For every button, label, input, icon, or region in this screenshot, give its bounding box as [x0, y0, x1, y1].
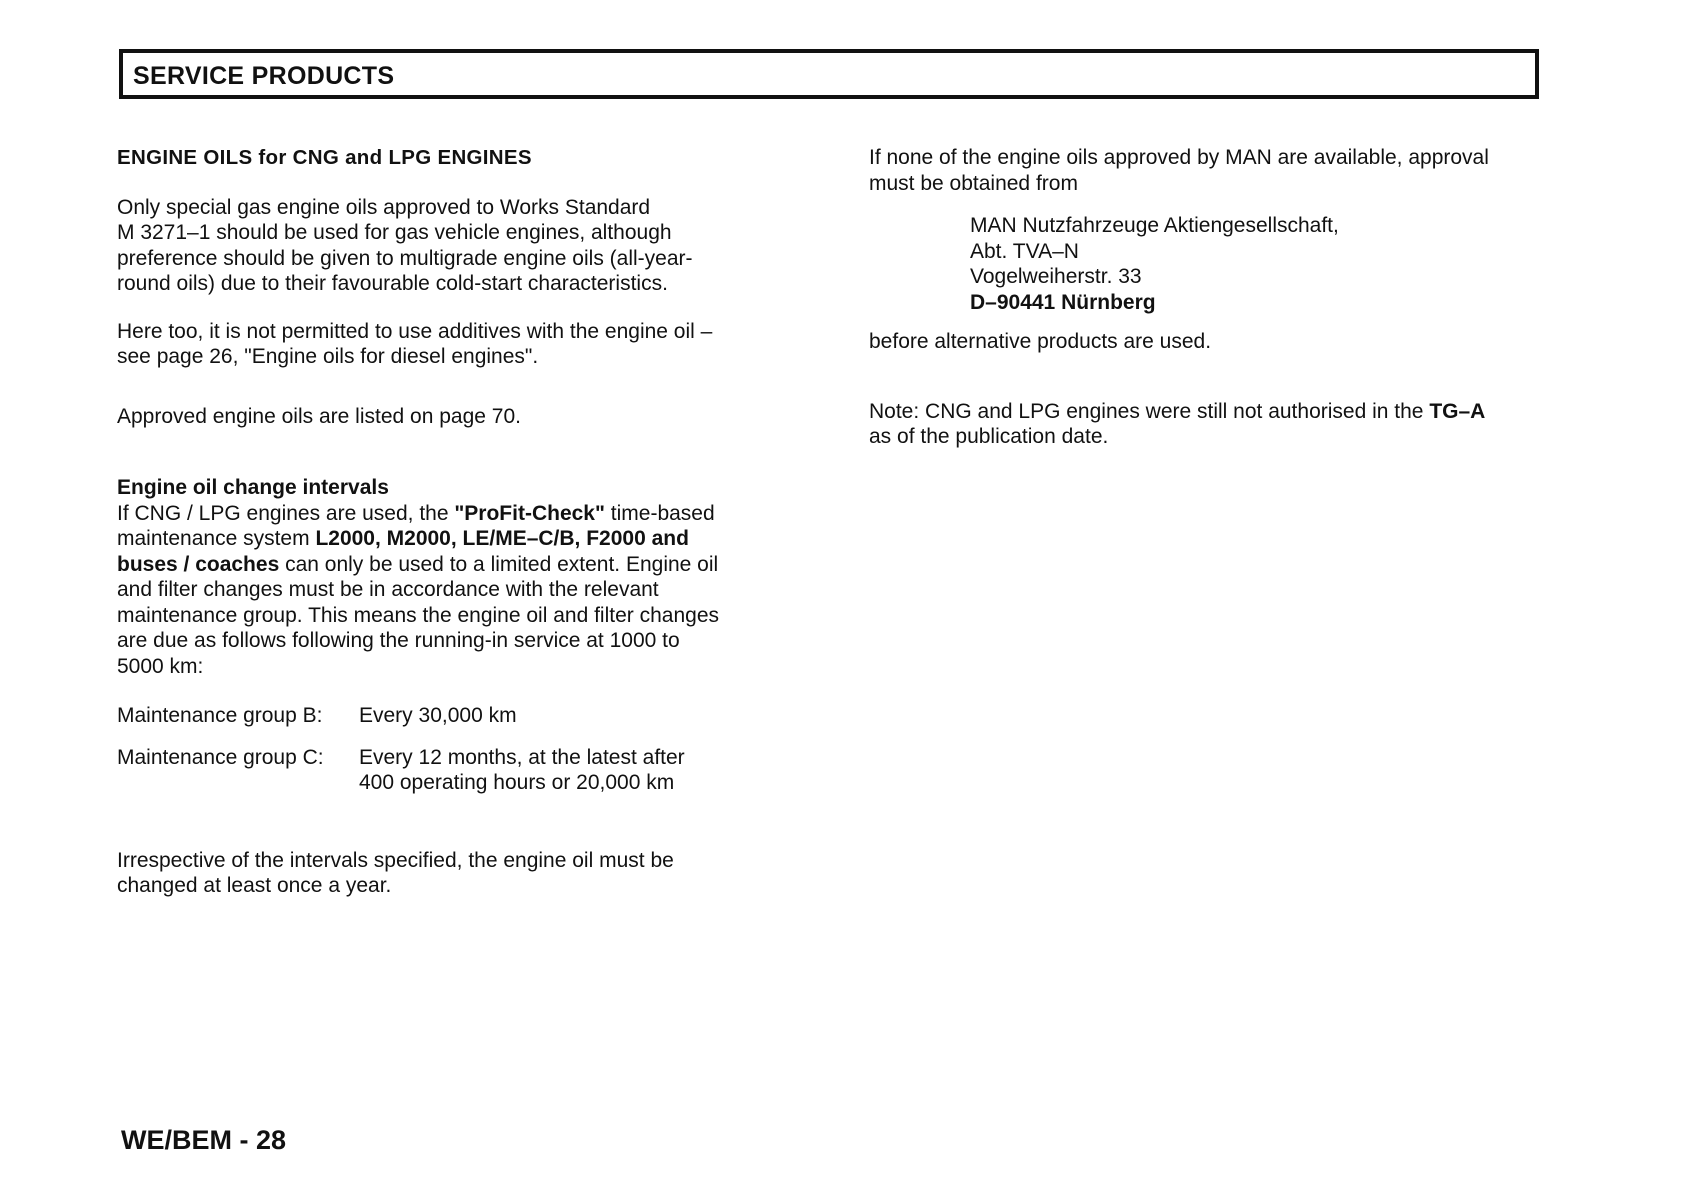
text-line: Every 12 months, at the latest after — [359, 745, 685, 769]
text-line: see page 26, "Engine oils for diesel engines". — [117, 345, 539, 368]
address-department: Abt. TVA–N — [970, 239, 1079, 263]
engine-oils-heading: ENGINE OILS for CNG and LPG ENGINES — [117, 146, 532, 169]
section-header-box — [119, 49, 1539, 99]
before-alternatives-text: before alternative products are used. — [869, 330, 1212, 353]
text-span: maintenance system — [117, 527, 316, 550]
text-line: changed at least once a year. — [117, 874, 392, 897]
man-address — [869, 213, 1549, 315]
maintenance-group-c-row — [117, 745, 797, 796]
text-line: Here too, it is not permitted to use additives with the engine oil – — [117, 319, 713, 343]
approved-oils-reference: Approved engine oils are listed on page 70. — [117, 404, 521, 428]
text-line: Only special gas engine oils approved to Works Standard — [117, 195, 651, 219]
text-line: maintenance group. This means the engine oil and filter changes — [117, 603, 719, 627]
tga-note-paragraph — [869, 399, 1549, 450]
text-span: If CNG / LPG engines are used, the — [117, 501, 455, 525]
text-span: can only be used to a limited extent. Engine oil — [279, 552, 719, 576]
additives-paragraph — [117, 319, 797, 370]
buses-term: buses / coaches — [117, 552, 280, 576]
left-column — [117, 145, 797, 899]
gas-oil-paragraph — [117, 195, 797, 297]
annual-change-paragraph — [117, 848, 797, 899]
profit-check-term: "ProFit-Check" — [454, 501, 605, 525]
text-line: Irrespective of the intervals specified, the engine oil must be — [117, 848, 674, 872]
text-line: as of the publication date. — [869, 425, 1109, 448]
intervals-heading: Engine oil change intervals — [117, 476, 389, 499]
section-title: SERVICE PRODUCTS — [133, 62, 395, 90]
approval-intro-paragraph — [869, 145, 1549, 196]
text-line: 5000 km: — [117, 654, 204, 678]
right-column — [869, 145, 1549, 450]
text-line: are due as follows following the running-in service at 1000 to — [117, 629, 680, 652]
address-company: MAN Nutzfahrzeuge Aktiengesellschaft, — [970, 214, 1339, 237]
page-number: WE/BEM - 28 — [121, 1125, 287, 1155]
address-street: Vogelweiherstr. 33 — [970, 265, 1142, 288]
group-value: Every 30,000 km — [359, 704, 517, 727]
text-span: Note: CNG and LPG engines were still not authorised in the — [869, 399, 1430, 423]
text-line: preference should be given to multigrade engine oils (all-year- — [117, 246, 693, 270]
text-span: time-based — [604, 501, 715, 525]
text-line: M 3271–1 should be used for gas vehicle engines, although — [117, 221, 672, 244]
text-line: 400 operating hours or 20,000 km — [359, 771, 675, 794]
group-value — [359, 745, 797, 796]
text-line: and filter changes must be in accordance with the relevant — [117, 578, 659, 601]
text-line: round oils) due to their favourable cold-start characteristics. — [117, 272, 668, 295]
group-label: Maintenance group C: — [117, 745, 324, 769]
maintenance-group-b-row — [117, 703, 797, 729]
text-line: must be obtained from — [869, 171, 1078, 195]
address-city: D–90441 Nürnberg — [970, 290, 1156, 314]
text-line: If none of the engine oils approved by MAN are available, approval — [869, 146, 1489, 169]
group-label: Maintenance group B: — [117, 704, 323, 727]
vehicle-models-term: L2000, M2000, LE/ME–C/B, F2000 and — [315, 527, 689, 550]
tga-term: TG–A — [1429, 399, 1486, 423]
intervals-paragraph — [117, 501, 797, 680]
